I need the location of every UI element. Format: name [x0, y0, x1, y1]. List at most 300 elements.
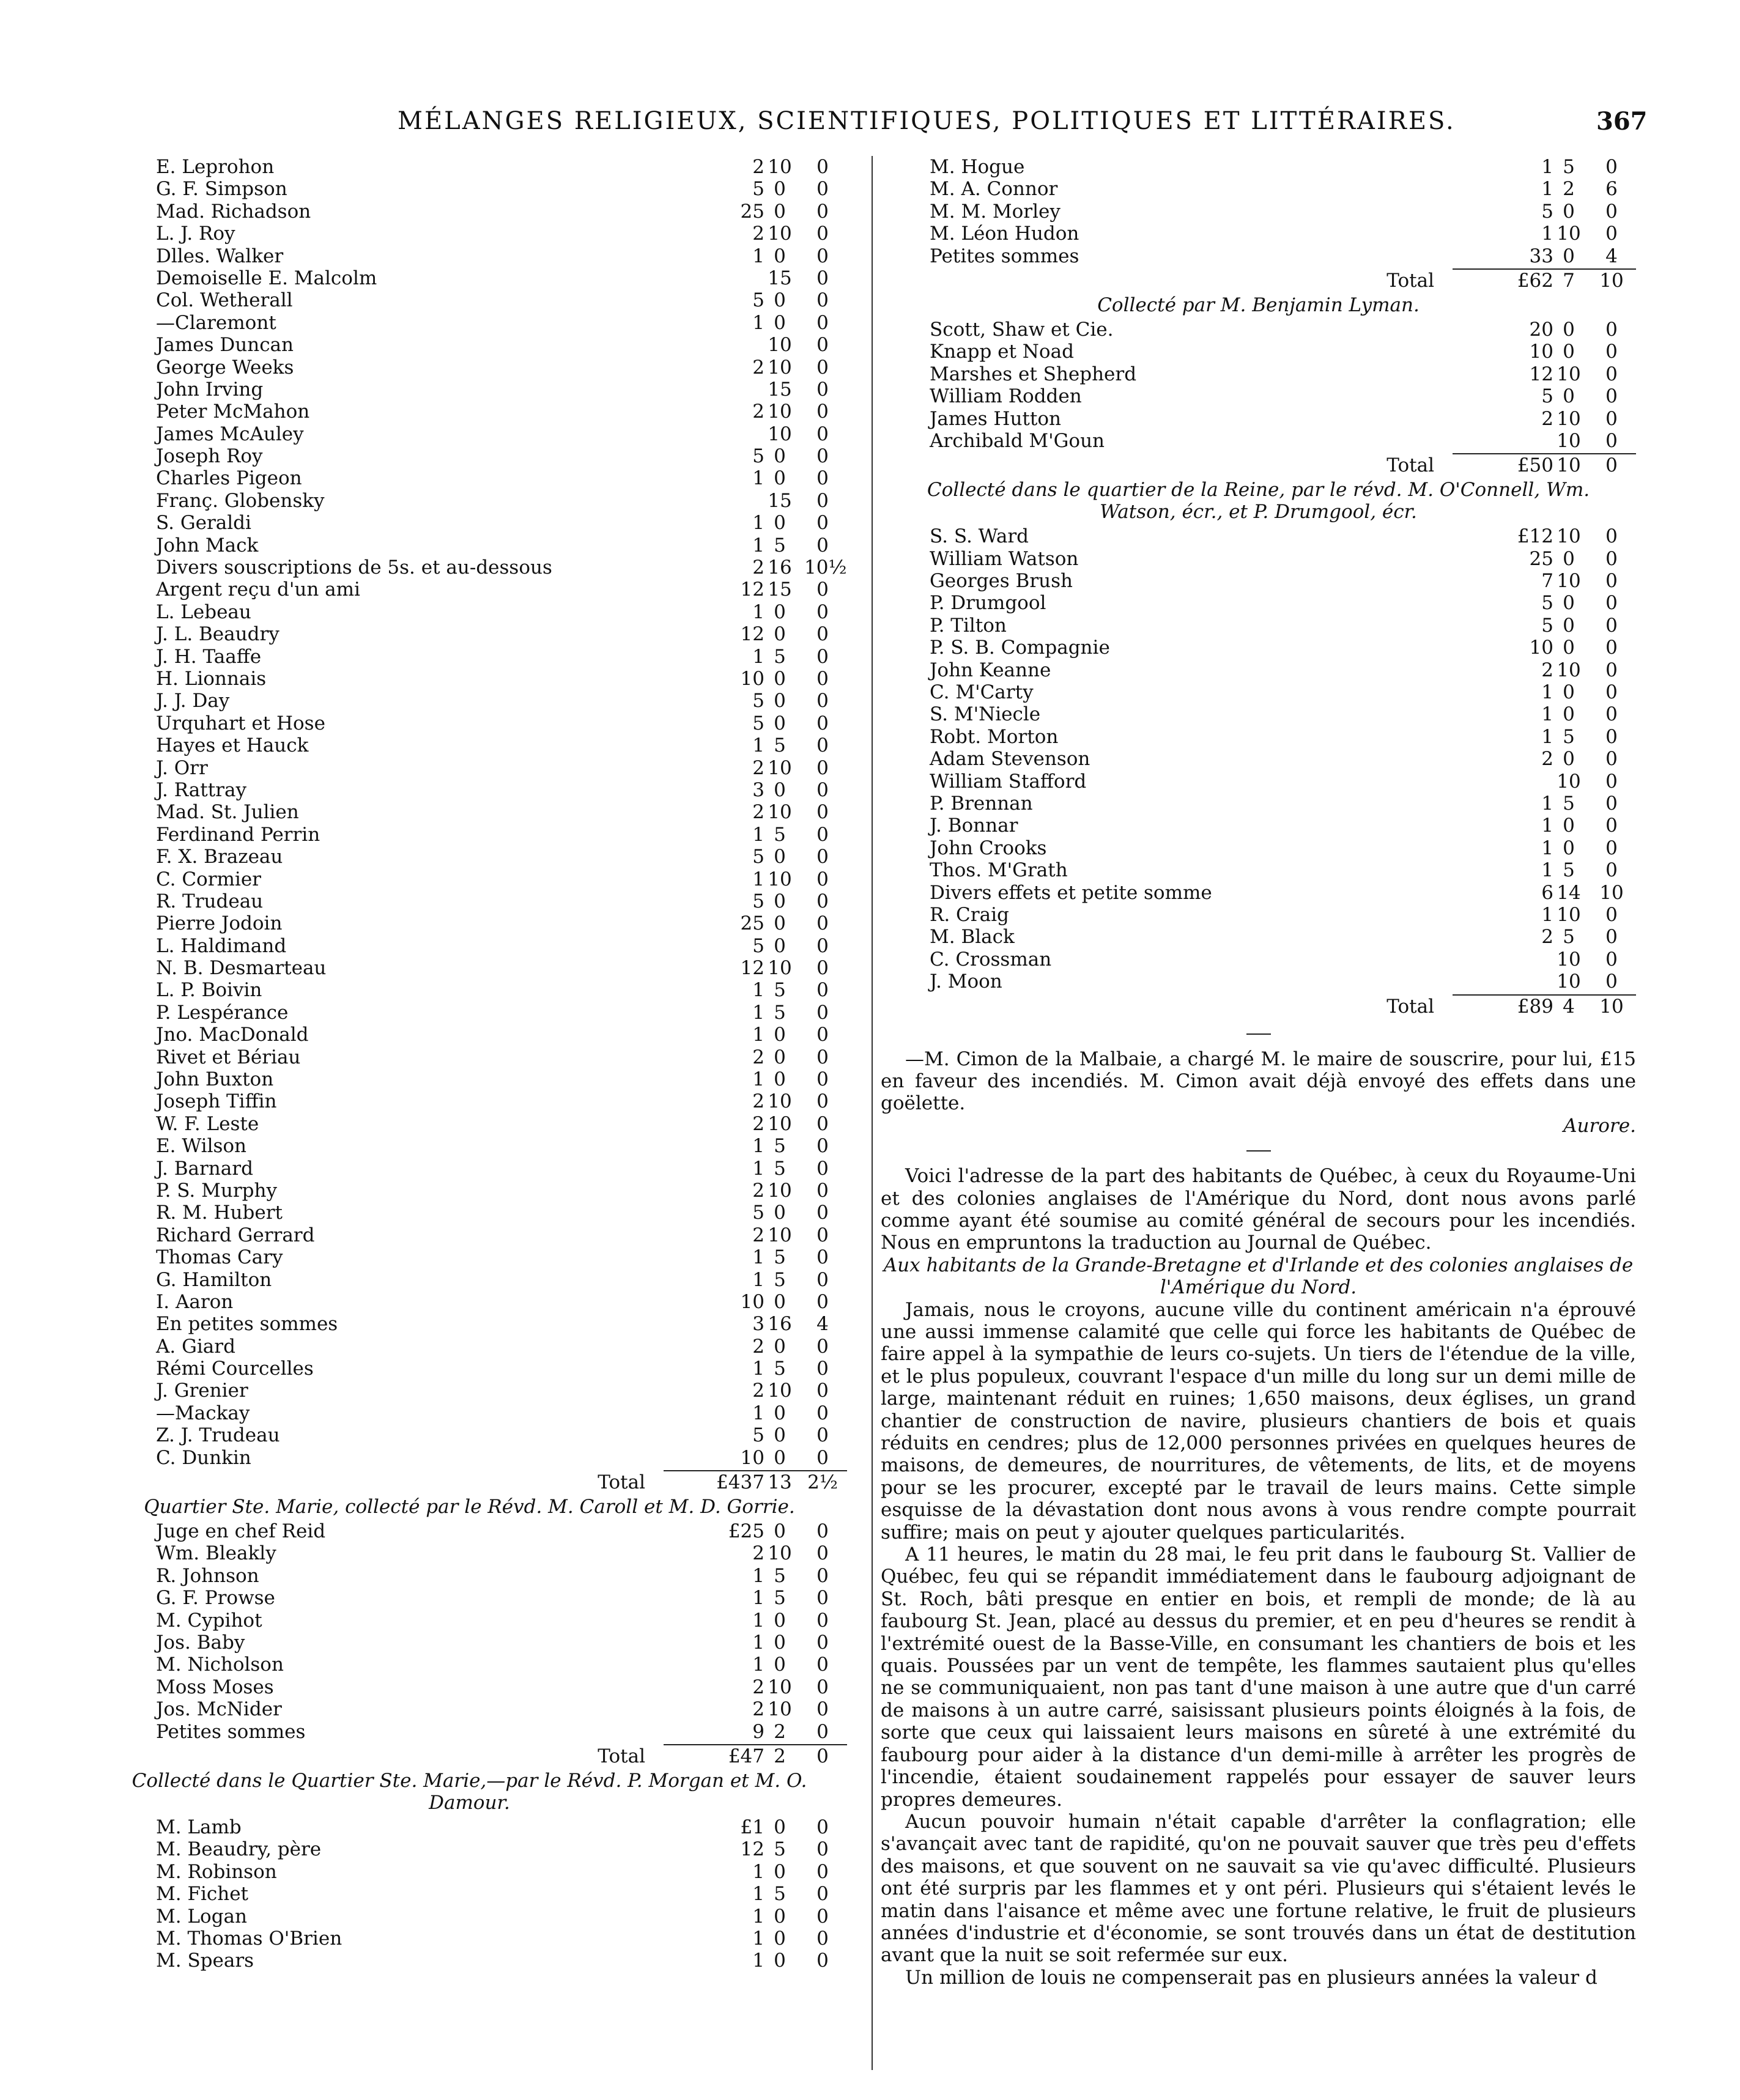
amount-shillings: 0 [774, 311, 786, 334]
amount-pounds: 2 [752, 556, 764, 579]
amount-pounds: 5 [1541, 385, 1553, 408]
amount-pounds: 3 [752, 778, 764, 801]
amount-pence: 10 [1599, 881, 1624, 904]
amount-shillings: 10 [1557, 525, 1581, 548]
amount-pence: 0 [1605, 837, 1618, 859]
amount-shillings: 0 [774, 846, 786, 868]
amount-pence: 0 [1605, 637, 1618, 659]
amount-pounds: 1 [1541, 223, 1553, 245]
subscription-row [881, 882, 1636, 904]
amount-pence: 0 [816, 1698, 829, 1721]
amount-pounds: 2 [1541, 407, 1553, 430]
amount-shillings: 5 [1563, 859, 1575, 882]
amount-pounds: 1 [1541, 837, 1553, 859]
amount-shillings: 10 [768, 801, 792, 824]
amount-shillings: 0 [774, 1927, 786, 1950]
subscriber-name: Joseph Tiffin [156, 1090, 277, 1113]
subscriber-name: L. J. Roy [156, 223, 235, 245]
amount-shillings: 0 [1563, 614, 1575, 637]
amount-shillings: 5 [774, 1883, 786, 1906]
amount-shillings: 0 [774, 778, 786, 801]
amount-pounds: 1 [752, 1001, 764, 1024]
amount-pounds: 1 [1541, 681, 1553, 704]
amount-pence: 0 [816, 378, 829, 401]
amount-pounds: 1 [752, 868, 764, 890]
subscription-row [881, 592, 1636, 614]
amount-pounds: 5 [752, 445, 764, 468]
subscription-row [881, 385, 1636, 407]
address-paragraph: Aucun pouvoir humain n'était capable d'arrêter la conflagration; elle s'avançait avec tant de rapidité, qu'on ne pouvait sauver que très peu d'effets des maisons, et que souvent on ne sauvait sa vie qu'avec difficulté. Plusieurs ont été surpris par les flammes et y ont péri. Plusieurs qui s'étaient levés le matin dans l'aisance et même avec une fortune relative, le fruit de plusieurs années d'industrie et d'économie, se sont trouvés dans un état de destitution avant que la nuit se soit refermée sur eux. [881, 1810, 1636, 1967]
subscriber-name: John Buxton [156, 1068, 274, 1091]
amount-pence: 0 [816, 1179, 829, 1202]
total-label: Total [1386, 995, 1434, 1018]
amount-pounds: 10 [1529, 341, 1553, 363]
amount-pence: 0 [816, 1358, 829, 1380]
subscriber-name: S. M'Niecle [930, 703, 1041, 726]
subscriber-name: P. Brennan [930, 792, 1033, 815]
amount-shillings: 5 [774, 1246, 786, 1269]
amount-pounds: 10 [740, 1290, 764, 1313]
amount-pence: 0 [816, 1224, 829, 1246]
subscription-row [881, 859, 1636, 881]
total-shillings: 13 [768, 1471, 792, 1494]
amount-pence: 0 [816, 1112, 829, 1135]
subscription-row [92, 178, 847, 200]
amount-pounds: 1 [752, 1860, 764, 1883]
amount-pence: 0 [1605, 971, 1618, 993]
subscriber-name: Thos. M'Grath [930, 859, 1068, 882]
subscription-row [881, 156, 1636, 178]
subscriber-name: R. Craig [930, 903, 1009, 926]
amount-pounds: 1 [752, 1157, 764, 1180]
page-header [0, 107, 1740, 144]
amount-shillings: 0 [774, 1068, 786, 1091]
subscription-row [92, 1246, 847, 1268]
subscription-row [92, 1838, 847, 1860]
amount-pounds: £1 [740, 1816, 764, 1838]
subscription-row [92, 757, 847, 779]
subscriber-name: Jos. McNider [156, 1698, 282, 1721]
amount-pence: 4 [816, 1313, 829, 1336]
subscriber-name: Hayes et Hauck [156, 734, 309, 757]
amount-pounds: 5 [1541, 200, 1553, 223]
amount-pence: 0 [816, 1654, 829, 1676]
amount-pounds: 2 [1541, 659, 1553, 681]
amount-pence: 0 [1605, 815, 1618, 837]
amount-shillings: 0 [774, 178, 786, 201]
amount-pence: 0 [816, 1024, 829, 1046]
amount-pence: 0 [816, 1424, 829, 1447]
subscription-row [881, 548, 1636, 570]
subscription-row [92, 1291, 847, 1313]
amount-pence: 0 [816, 423, 829, 445]
amount-pence: 0 [816, 601, 829, 623]
subscription-row [92, 1447, 847, 1469]
amount-shillings: 5 [1563, 156, 1575, 178]
amount-shillings: 5 [774, 823, 786, 846]
amount-pounds: 5 [752, 178, 764, 201]
subscriber-name: M. Spears [156, 1950, 254, 1972]
amount-shillings: 10 [768, 1698, 792, 1721]
amount-pence: 0 [816, 623, 829, 646]
amount-pence: 0 [816, 401, 829, 423]
subscription-row [92, 156, 847, 178]
amount-pence: 0 [816, 1135, 829, 1158]
amount-pounds: 5 [752, 289, 764, 312]
amount-shillings: 10 [1557, 223, 1581, 245]
amount-pence: 0 [816, 756, 829, 779]
amount-pounds: 1 [752, 311, 764, 334]
subscription-row [92, 423, 847, 445]
amount-pence: 0 [1605, 547, 1618, 570]
subscriber-name: Ferdinand Perrin [156, 823, 320, 846]
subscriber-name: Georges Brush [930, 570, 1073, 593]
subscription-row [92, 646, 847, 668]
amount-pounds: 1 [752, 1024, 764, 1046]
amount-shillings: 0 [774, 1860, 786, 1883]
total-row [881, 452, 1636, 479]
subscriber-name: Moss Moses [156, 1676, 274, 1698]
amount-shillings: 15 [768, 489, 792, 512]
subscription-row [92, 579, 847, 601]
amount-shillings: 0 [774, 467, 786, 490]
amount-pence: 0 [816, 734, 829, 757]
subscription-row [92, 201, 847, 223]
amount-shillings: 5 [774, 645, 786, 668]
amount-pence: 0 [816, 979, 829, 1002]
amount-shillings: 0 [1563, 637, 1575, 659]
subscriber-name: P. Lespérance [156, 1001, 289, 1024]
subscription-row [881, 430, 1636, 452]
subscription-row [881, 615, 1636, 637]
amount-pence: 10½ [804, 556, 847, 579]
subscriber-name: Jno. MacDonald [156, 1024, 309, 1046]
subscription-row [92, 1883, 847, 1905]
subscriber-name: M. Robinson [156, 1860, 277, 1883]
amount-shillings: 0 [774, 1424, 786, 1447]
subscriber-name: Dlles. Walker [156, 245, 284, 267]
amount-pence: 0 [816, 1446, 829, 1469]
amount-pounds: 12 [740, 623, 764, 646]
amount-pounds: 1 [752, 823, 764, 846]
amount-shillings: 0 [1563, 245, 1575, 267]
subscriber-name: Argent reçu d'un ami [156, 579, 360, 601]
subscription-row [92, 935, 847, 957]
amount-pence: 0 [816, 1246, 829, 1269]
subscription-row [881, 815, 1636, 837]
total-pounds: £62 [1517, 269, 1553, 292]
subscription-list [881, 156, 1636, 267]
subscription-row [92, 1358, 847, 1380]
amount-pounds: 7 [1541, 570, 1553, 593]
amount-pounds: 5 [752, 890, 764, 912]
amount-pence: 0 [816, 1816, 829, 1838]
amount-pounds: £25 [728, 1520, 764, 1543]
subscriber-name: M. Hogue [930, 156, 1025, 178]
subscription-row [92, 534, 847, 556]
amount-shillings: 0 [774, 1402, 786, 1424]
subscription-row [92, 957, 847, 979]
amount-pounds: 1 [1541, 178, 1553, 201]
subscription-row [92, 1906, 847, 1928]
amount-shillings: 5 [774, 979, 786, 1002]
running-title: MÉLANGES RELIGIEUX, SCIENTIFIQUES, POLITIQUES ET LITTÉRAIRES. [398, 107, 1456, 135]
amount-pounds: 1 [752, 245, 764, 267]
subscription-row [92, 556, 847, 579]
subscriber-name: M. Léon Hudon [930, 223, 1079, 245]
amount-shillings: 14 [1557, 881, 1581, 904]
subscription-row [881, 771, 1636, 793]
address-paragraph: A 11 heures, le matin du 28 mai, le feu prit dans le faubourg St. Vallier de Québec, feu qui se répandit immédiatement dans le faubourg adjoignant de St. Roch, bâti presque en entier en bois, et rempli de monde; de là au faubourg St. Jean, placé au dessus du premier, et en peu d'heures se rendit à l'extrémité ouest de la Basse-Ville, en consumant les chantiers de bois et les quais. Poussées par un vent de tempête, les flammes sautaient plus qu'elles ne se communiquaient, non pas tant d'une maison à une autre que d'un carré de maisons à un autre carré, saisissant plusieurs points éloignés à la fois, de sorte que ceux qui laissaient leurs maisons en sûreté à une extrémité du faubourg pour aider à la distance d'un demi-mille à arrêter les progrès de l'incendie, étaient soudainement rappelés pour essayer de sauver leurs propres demeures. [881, 1544, 1636, 1811]
amount-pounds: 1 [752, 1587, 764, 1610]
subscription-row [881, 223, 1636, 245]
amount-pounds: 5 [752, 934, 764, 957]
amount-pounds: 12 [1529, 363, 1553, 385]
subscriber-name: Mad. St. Julien [156, 801, 299, 824]
subscription-row [92, 979, 847, 1001]
amount-pence: 0 [816, 534, 829, 556]
subscriber-name: P. Drumgool [930, 592, 1046, 615]
subscription-row [881, 201, 1636, 223]
amount-pence: 0 [816, 1402, 829, 1424]
amount-pence: 0 [816, 445, 829, 468]
subscriber-name: P. S. B. Compagnie [930, 637, 1110, 659]
amount-pounds: 1 [752, 1564, 764, 1587]
amount-pounds: 1 [752, 1950, 764, 1972]
amount-pounds: 2 [752, 1542, 764, 1565]
amount-pounds: 12 [740, 957, 764, 980]
subscription-row [92, 1950, 847, 1972]
amount-shillings: 5 [1563, 725, 1575, 748]
amount-shillings: 10 [768, 401, 792, 423]
subscriber-name: C. Cormier [156, 868, 261, 890]
subscriber-name: R. M. Hubert [156, 1202, 283, 1224]
amount-pence: 0 [1605, 318, 1618, 341]
amount-pounds: 1 [752, 534, 764, 556]
subscriber-name: Z. J. Trudeau [156, 1424, 280, 1447]
amount-shillings: 0 [774, 890, 786, 912]
subscription-row [92, 1402, 847, 1424]
amount-shillings: 0 [774, 1905, 786, 1928]
subscriber-name: J. Orr [156, 756, 208, 779]
amount-shillings: 10 [1557, 971, 1581, 993]
amount-pounds: 5 [752, 712, 764, 734]
amount-shillings: 0 [774, 1950, 786, 1972]
amount-pounds: 12 [740, 579, 764, 601]
subscriber-name: R. Johnson [156, 1564, 259, 1587]
total-label: Total [598, 1471, 645, 1494]
amount-shillings: 10 [1557, 363, 1581, 385]
subscriber-name: C. M'Carty [930, 681, 1034, 704]
amount-shillings: 0 [774, 1520, 786, 1543]
amount-shillings: 0 [1563, 547, 1575, 570]
subscriber-name: William Stafford [930, 770, 1087, 793]
subscription-row [92, 801, 847, 823]
subscriber-name: L. P. Boivin [156, 979, 262, 1002]
subscription-row [881, 363, 1636, 385]
amount-pounds: 25 [1529, 547, 1553, 570]
amount-shillings: 0 [1563, 748, 1575, 771]
amount-pence: 0 [816, 223, 829, 245]
subscriber-name: C. Dunkin [156, 1446, 251, 1469]
subscription-row [92, 1587, 847, 1609]
amount-pounds: 1 [752, 1883, 764, 1906]
subscriber-name: Wm. Bleakly [156, 1542, 276, 1565]
address-paragraph: Un million de louis ne compenserait pas en plusieurs années la valeur d [905, 1966, 1597, 1989]
amount-pounds: 1 [1541, 156, 1553, 178]
amount-pence: 0 [816, 801, 829, 824]
amount-pence: 0 [816, 1927, 829, 1950]
subscription-row [92, 779, 847, 801]
subscriber-name: M. Logan [156, 1905, 247, 1928]
amount-shillings: 5 [774, 1358, 786, 1380]
subscriber-name: Robt. Morton [930, 725, 1059, 748]
amount-pence: 0 [1605, 725, 1618, 748]
amount-pounds: 1 [752, 1927, 764, 1950]
amount-pounds: 2 [752, 156, 764, 178]
amount-shillings: 5 [774, 1157, 786, 1180]
subscription-row [881, 408, 1636, 430]
subscriber-name: John Irving [156, 378, 264, 401]
amount-pounds: 5 [1541, 614, 1553, 637]
amount-pounds: 2 [752, 1698, 764, 1721]
subscription-row [92, 1698, 847, 1720]
amount-pence: 0 [816, 467, 829, 490]
subscriber-name: Charles Pigeon [156, 467, 302, 490]
subscription-row [92, 912, 847, 934]
amount-shillings: 10 [768, 356, 792, 379]
amount-pence: 0 [816, 334, 829, 357]
total-label: Total [1386, 454, 1434, 477]
amount-pence: 0 [1605, 223, 1618, 245]
amount-shillings: 0 [774, 712, 786, 734]
subscription-row [92, 846, 847, 868]
amount-pounds: 2 [1541, 748, 1553, 771]
amount-pounds: 2 [752, 1090, 764, 1113]
subscriber-name: M. A. Connor [930, 178, 1058, 201]
subscriber-name: J. Moon [930, 971, 1002, 993]
subscription-row [92, 245, 847, 267]
amount-shillings: 0 [774, 512, 786, 534]
amount-shillings: 5 [1563, 792, 1575, 815]
subscription-row [92, 690, 847, 712]
amount-pence: 0 [816, 957, 829, 980]
subscriber-name: G. F. Prowse [156, 1587, 275, 1610]
amount-pence: 0 [1605, 525, 1618, 548]
total-pence: 0 [1605, 454, 1618, 477]
amount-pence: 0 [816, 1860, 829, 1883]
amount-pounds: 1 [752, 1632, 764, 1654]
amount-pounds: 6 [1541, 881, 1553, 904]
right-column [881, 156, 1636, 1989]
amount-pounds: 1 [752, 601, 764, 623]
subscriber-name: George Weeks [156, 356, 294, 379]
subscription-row [881, 341, 1636, 363]
amount-pence: 0 [816, 1090, 829, 1113]
subscription-row [92, 890, 847, 912]
subscription-row [92, 289, 847, 311]
subscriber-name: J. Barnard [156, 1157, 253, 1180]
subscriber-name: M. Cypihot [156, 1609, 262, 1632]
amount-pence: 0 [1605, 341, 1618, 363]
amount-pence: 0 [816, 1950, 829, 1972]
amount-pence: 0 [816, 178, 829, 201]
amount-pence: 0 [1605, 903, 1618, 926]
subscriber-name: G. F. Simpson [156, 178, 287, 201]
subscription-row [881, 837, 1636, 859]
amount-pence: 0 [816, 778, 829, 801]
amount-pence: 0 [816, 1632, 829, 1654]
amount-pence: 0 [1605, 659, 1618, 681]
subscription-row [92, 1816, 847, 1838]
subscription-row [92, 1654, 847, 1676]
section-title: Collecté dans le Quartier Ste. Marie,—par le Révd. P. Morgan et M. O. Damour. [131, 1769, 807, 1814]
subscriber-name: S. S. Ward [930, 525, 1029, 548]
subscriber-name: Jos. Baby [156, 1632, 245, 1654]
subscriber-name: Franç. Globensky [156, 489, 325, 512]
subscriber-name: J. Grenier [156, 1380, 248, 1402]
amount-pounds: 2 [752, 801, 764, 824]
amount-pence: 0 [816, 868, 829, 890]
separator-dash [1246, 1033, 1271, 1035]
amount-pounds: 2 [752, 1179, 764, 1202]
amount-pounds: 5 [752, 1424, 764, 1447]
amount-pence: 0 [816, 712, 829, 734]
amount-shillings: 0 [1563, 200, 1575, 223]
amount-pounds: 2 [752, 1380, 764, 1402]
amount-pounds: 25 [740, 912, 764, 935]
amount-shillings: 0 [774, 1202, 786, 1224]
amount-pounds: 1 [1541, 792, 1553, 815]
amount-pounds: 2 [752, 1112, 764, 1135]
amount-pence: 0 [1605, 948, 1618, 971]
amount-shillings: 10 [768, 334, 792, 357]
amount-pence: 0 [1605, 792, 1618, 815]
cimon-notice [881, 1048, 1636, 1137]
subscriber-name: John Crooks [930, 837, 1047, 859]
left-column [92, 156, 847, 1972]
amount-pounds: 3 [752, 1313, 764, 1336]
subscriber-name: John Keanne [930, 659, 1051, 681]
amount-shillings: 5 [774, 734, 786, 757]
amount-pence: 0 [816, 267, 829, 289]
amount-shillings: 2 [774, 1720, 786, 1743]
amount-pence: 0 [816, 289, 829, 312]
amount-shillings: 0 [774, 934, 786, 957]
amount-pence: 0 [816, 512, 829, 534]
subscriber-name: G. Hamilton [156, 1268, 272, 1291]
amount-shillings: 10 [1557, 570, 1581, 593]
amount-shillings: 10 [768, 1224, 792, 1246]
amount-pounds: 25 [740, 200, 764, 223]
subscription-row [92, 267, 847, 289]
amount-pounds: 1 [752, 1654, 764, 1676]
amount-pence: 0 [816, 690, 829, 712]
amount-pence: 0 [816, 579, 829, 601]
subscription-row [881, 904, 1636, 926]
subscriber-name: William Watson [930, 547, 1079, 570]
subscriber-name: A. Giard [156, 1335, 235, 1358]
amount-pence: 0 [816, 1838, 829, 1861]
amount-shillings: 0 [1563, 341, 1575, 363]
subscriber-name: Urquhart et Hose [156, 712, 325, 734]
amount-pence: 0 [816, 1202, 829, 1224]
amount-pence: 0 [816, 912, 829, 935]
subscription-list [92, 156, 847, 1469]
amount-pence: 0 [816, 1883, 829, 1906]
subscription-row [881, 926, 1636, 948]
amount-shillings: 10 [1557, 770, 1581, 793]
